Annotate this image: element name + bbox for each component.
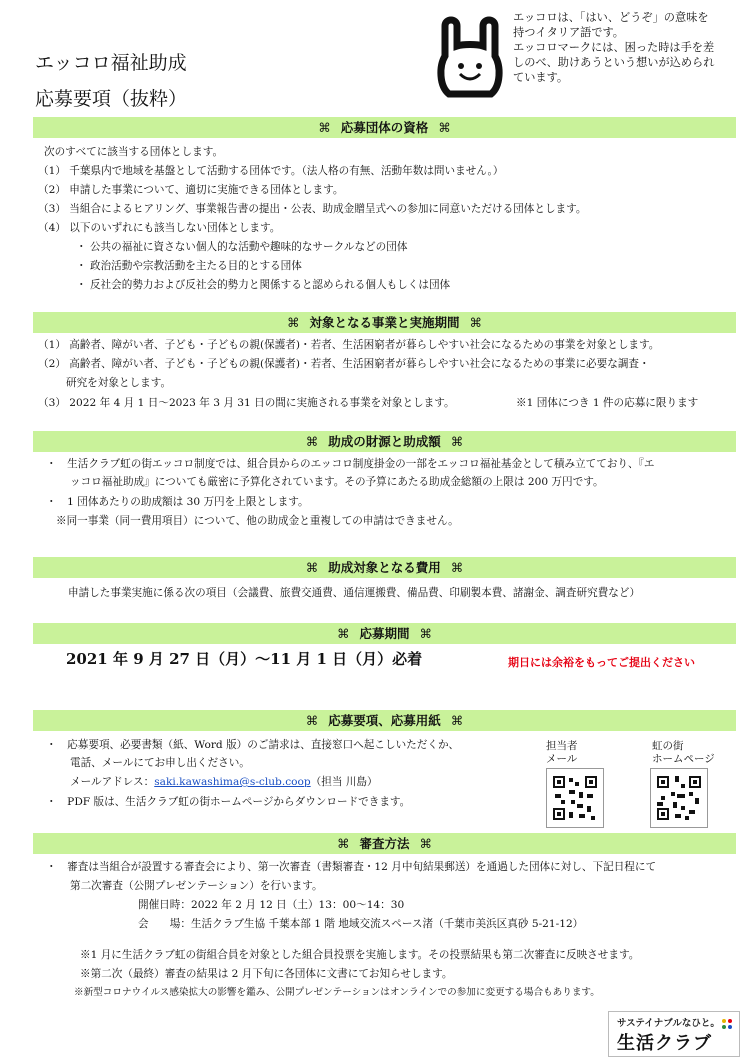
command-mark-icon: ⌘: [438, 120, 451, 135]
seikatsu-club-logo: サステイナブルなひと。 生活クラブ: [608, 1011, 740, 1057]
eligibility-line: 次のすべてに該当する団体とします。: [44, 146, 224, 158]
review-note: ※第二次（最終）審査の結果は 2 月下旬に各団体に文書にてお知らせします。: [80, 968, 453, 980]
command-mark-icon: ⌘: [286, 315, 300, 330]
eligibility-bullet: ・ 反社会的勢力および反社会的勢力と関係すると認められる個人もしくは団体: [76, 279, 451, 291]
forms-line: 電話、メールにてお申し出ください。: [70, 757, 250, 769]
forms-line: ・ 応募要項、必要書類（紙、Word 版）のご請求は、直接窓口へ起こしいただくか、: [46, 739, 460, 751]
eligibility-line: （1） 千葉県内で地域を基盤として活動する団体です。（法人格の有無、活動年数は問いません。）: [38, 165, 504, 177]
funding-note: ※同一事業（同一費用項目）について、他の助成金と重複しての申請はできません。: [56, 515, 459, 527]
command-mark-icon: ⌘: [336, 626, 350, 641]
funding-line: ッコロ福祉助成』についても厳密に予算化されています。その予算にあたる助成金総額の上限は 200 万円です。: [70, 476, 604, 488]
eligibility-bullet: ・ 政治活動や宗教活動を主たる目的とする団体: [76, 260, 302, 272]
command-mark-icon: ⌘: [336, 836, 350, 851]
eligibility-line: （4） 以下のいずれにも該当しない団体とします。: [38, 222, 281, 234]
deadline-warning: 期日には余裕をもってご提出ください: [508, 656, 695, 669]
review-note: ※新型コロナウイルス感染拡大の影響を鑑み、公開プレゼンテーションはオンラインでの参加に変更する場合もあります。: [74, 987, 600, 998]
command-mark-icon: ⌘: [419, 836, 432, 851]
page-title: エッコロ福祉助成: [35, 52, 187, 74]
command-mark-icon: ⌘: [450, 434, 464, 449]
forms-line: ・ PDF 版は、生活クラブ虹の街ホームページからダウンロードできます。: [46, 796, 411, 808]
review-datetime: 開催日時：2022 年 2 月 12 日（土）13：00～14：30: [138, 899, 405, 911]
review-line: ・ 審査は当組合が設置する審査会により、第一次審査（書類審査・12 月中旬結果郵送）を通過した団体に対し、下記日程にて: [46, 861, 657, 873]
section-projects-header: ⌘ 対象となる事業と実施期間 ⌘: [33, 312, 736, 333]
page-subtitle: 応募要項（抜粋）: [35, 88, 188, 110]
command-mark-icon: ⌘: [318, 120, 331, 135]
forms-mail-line: メールアドレス：saki.kawashima@s-club.coop（担当 川島）: [70, 776, 378, 788]
projects-line: （2） 高齢者、障がい者、子ども・子どもの親(保護者)・若者、生活困窮者が暮らしやすい社会になるための事業に必要な調査・: [38, 358, 650, 370]
qr-homepage-code[interactable]: [650, 768, 708, 828]
qr-homepage-label: 虹の街 ホームページ: [652, 740, 715, 765]
funding-line: ・ 生活クラブ虹の街エッコロ制度では、組合員からのエッコロ制度掛金の一部をエッコロ福祉基金として積み立てており、『エ: [46, 458, 655, 470]
command-mark-icon: ⌘: [469, 315, 482, 330]
eligibility-bullet: ・ 公共の福祉に資さない個人的な活動や趣味的なサークルなどの団体: [76, 241, 408, 253]
review-line: 第二次審査（公開プレゼンテーション）を行います。: [70, 880, 323, 892]
command-mark-icon: ⌘: [419, 626, 432, 641]
ekkoro-mascot-icon: [435, 14, 505, 98]
section-funding-header: ⌘ 助成の財源と助成額 ⌘: [33, 431, 736, 452]
section-review-header: ⌘ 審査方法 ⌘: [33, 833, 736, 854]
projects-line: （1） 高齢者、障がい者、子ども・子どもの親(保護者)・若者、生活困窮者が暮らしやすい社会になるための事業を対象とします。: [38, 339, 660, 351]
qr-mail-code[interactable]: [546, 768, 604, 828]
command-mark-icon: ⌘: [305, 434, 319, 449]
eligibility-line: （3） 当組合によるヒアリング、事業報告書の提出・公表、助成金贈呈式への参加に同意いただける団体とします。: [38, 203, 587, 215]
contact-email-link[interactable]: saki.kawashima@s-club.coop: [154, 776, 311, 788]
command-mark-icon: ⌘: [305, 560, 319, 575]
projects-note: ※1 団体につき 1 件の応募に限ります: [516, 397, 699, 409]
section-eligibility-header: ⌘ 応募団体の資格 ⌘: [33, 117, 736, 138]
mascot-description: エッコロは、「はい、どうぞ」の意味を 持つイタリア語です。 エッコロマークには、困った時は手を差 しのべ、助けあうという想いが込められ ています。: [513, 11, 715, 84]
eligibility-line: （2） 申請した事業について、適切に実施できる団体とします。: [38, 184, 344, 196]
section-forms-header: ⌘ 応募要項、応募用紙 ⌘: [33, 710, 736, 731]
review-note: ※1 月に生活クラブ虹の街組合員を対象とした組合員投票を実施します。その投票結果も第二次審査に反映させます。: [80, 949, 640, 961]
funding-line: ・ 1 団体あたりの助成額は 30 万円を上限とします。: [46, 496, 309, 508]
projects-line: 研究を対象とします。: [66, 377, 172, 389]
section-costs-header: ⌘ 助成対象となる費用 ⌘: [33, 557, 736, 578]
command-mark-icon: ⌘: [450, 560, 464, 575]
qr-mail-label: 担当者 メール: [546, 740, 578, 765]
command-mark-icon: ⌘: [305, 713, 319, 728]
projects-line: （3） 2022 年 4 月 1 日～2023 年 3 月 31 日の間に実施される事業を対象とします。: [38, 397, 455, 409]
command-mark-icon: ⌘: [450, 713, 464, 728]
review-venue: 会 場：生活クラブ生協 千葉本部 1 階 地域交流スペース渚（千葉市美浜区真砂 5-21-12）: [138, 918, 584, 930]
section-period-header: ⌘ 応募期間 ⌘: [33, 623, 736, 644]
costs-line: 申請した事業実施に係る次の項目（会議費、旅費交通費、通信運搬費、備品費、印刷製本費、諸謝金、調査研究費など）: [68, 587, 641, 599]
application-period: 2021 年 9 月 27 日（月）～11 月 1 日（月）必着: [66, 650, 423, 668]
logo-dots-icon: [721, 1018, 733, 1030]
